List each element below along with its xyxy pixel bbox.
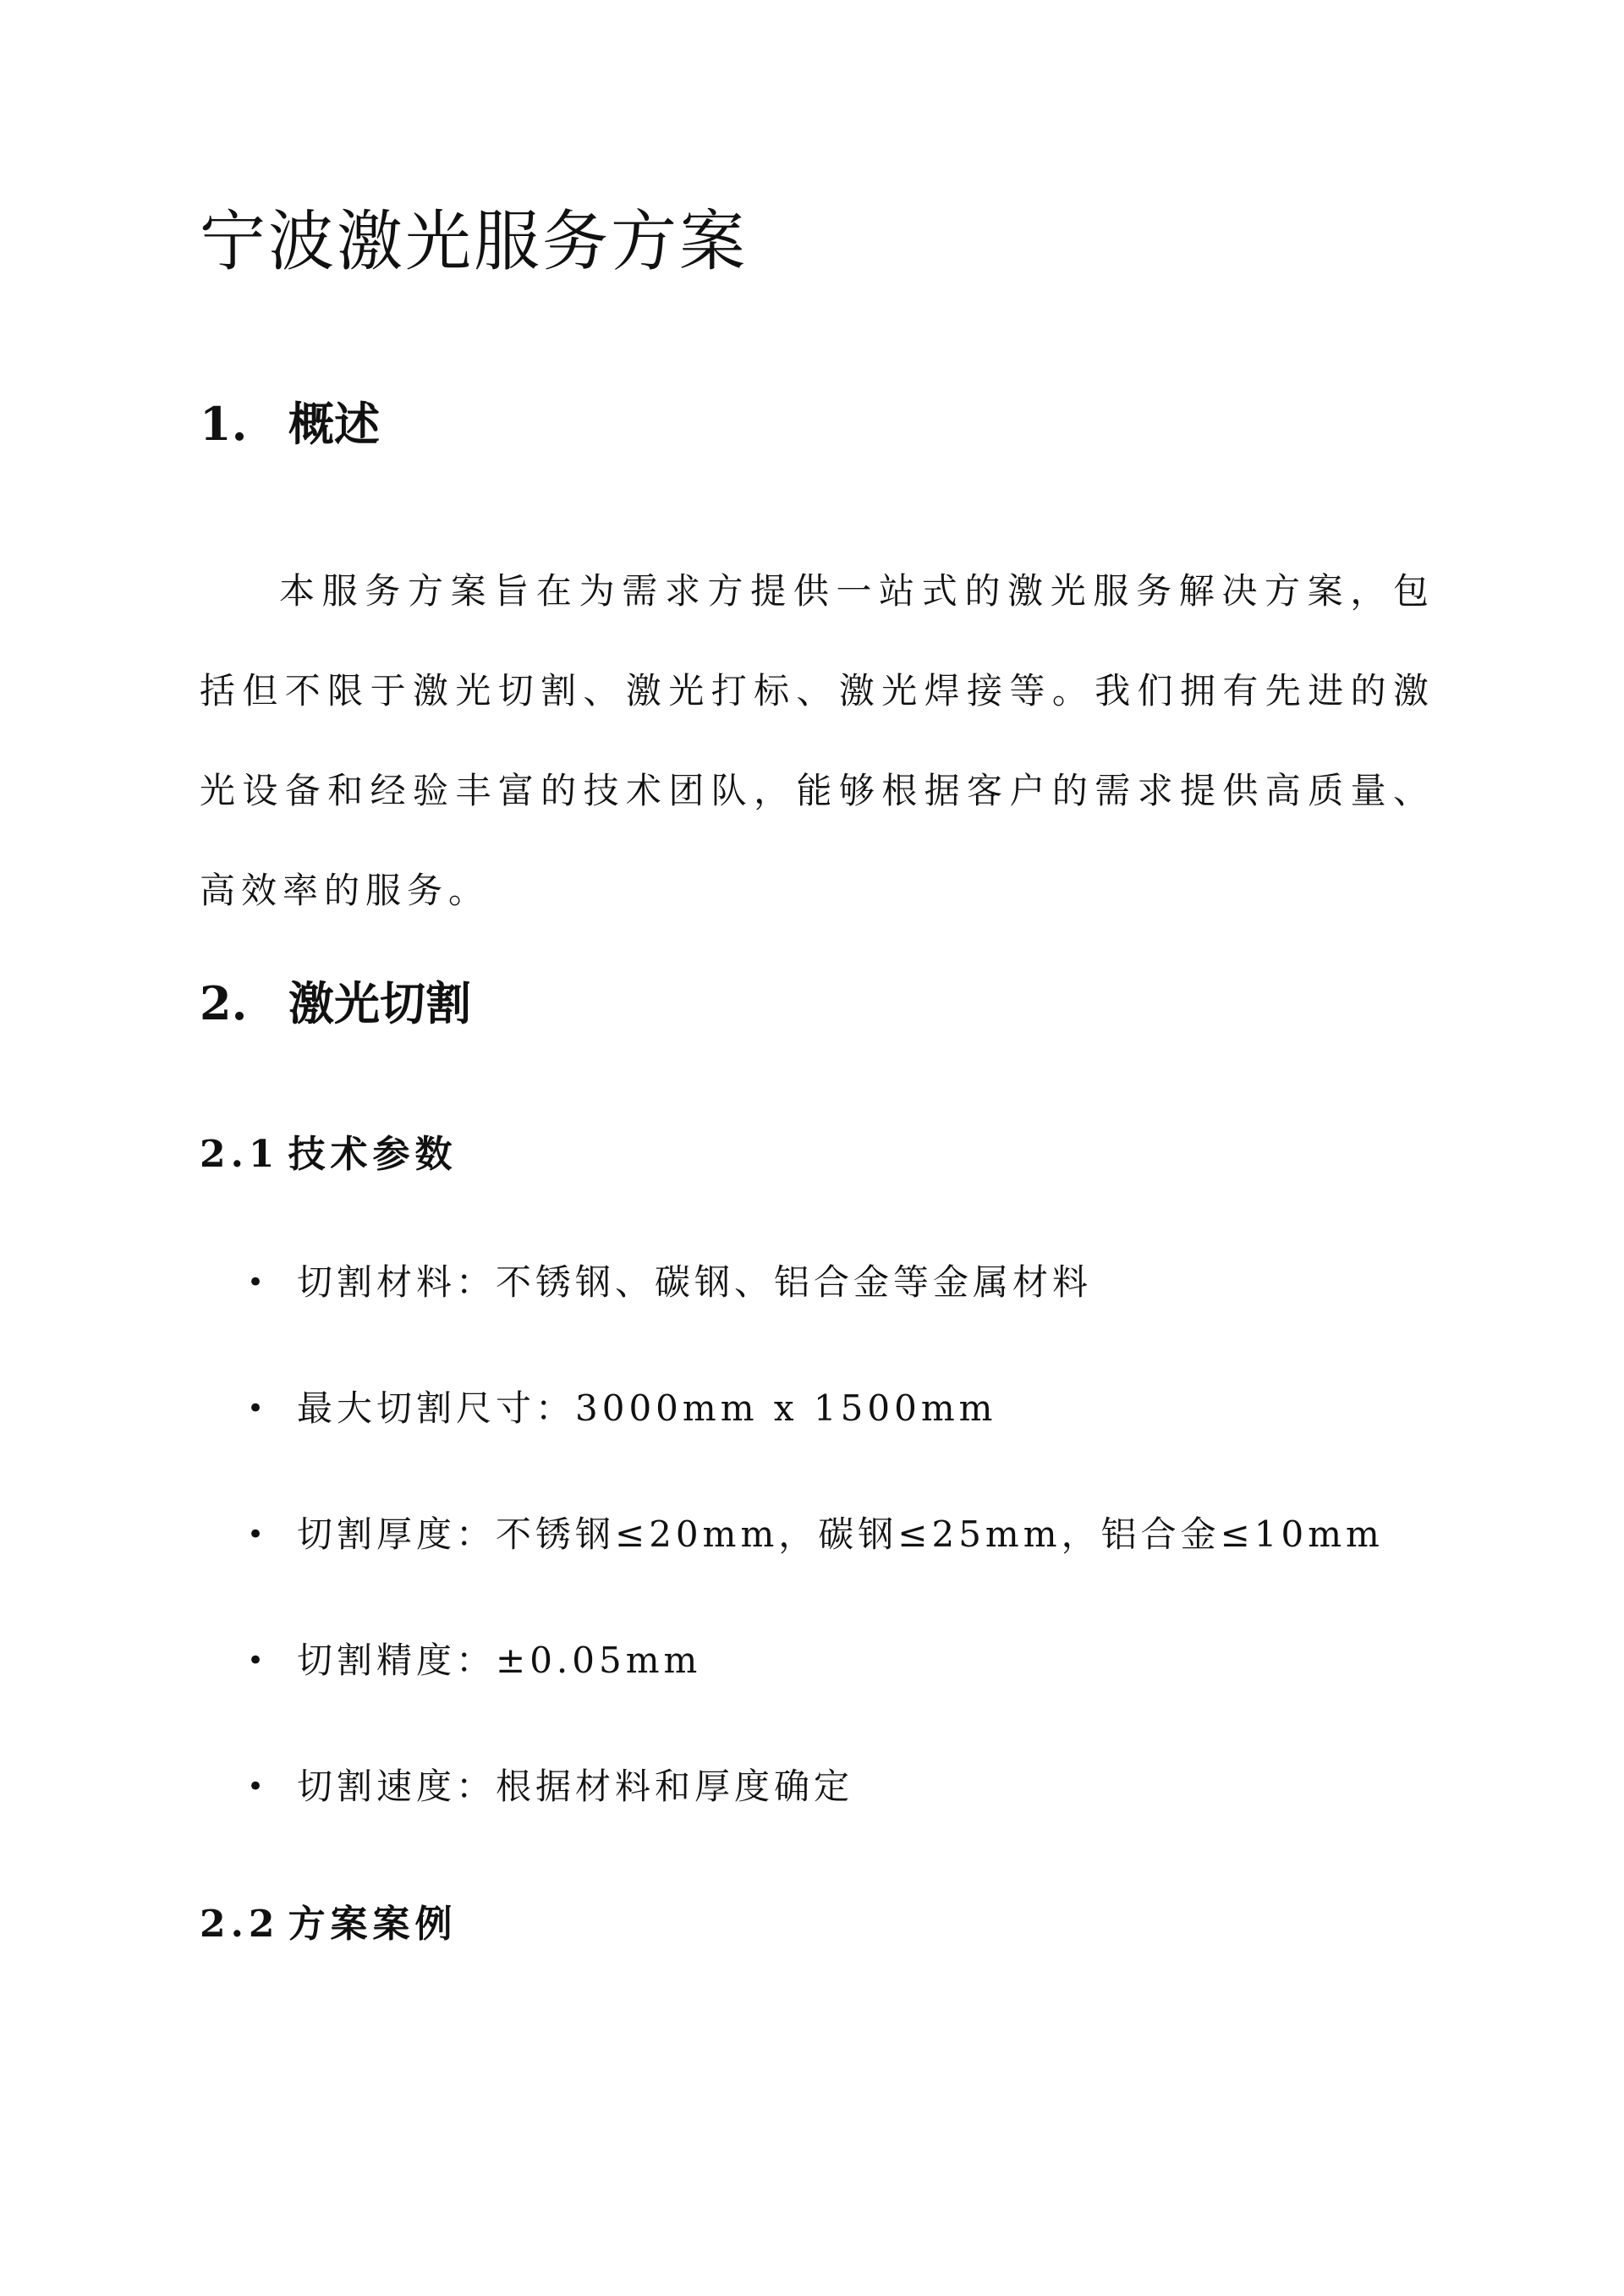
list-item (200, 1257, 1435, 1383)
overview-paragraph: 本服务方案旨在为需求方提供一站式的激光服务解决方案，包括但不限于激光切割、激光打标、激光焊接等。我们拥有先进的激光设备和经验丰富的技术团队，能够根据客户的需求提供高质量、高效率的服务。 (200, 570, 1435, 911)
subsection-2-2-number: 2.2 (200, 1903, 280, 1946)
list-item-text: 切割厚度：不锈钢≤20mm，碳钢≤25mm，铝合金≤10mm (297, 1513, 1384, 1555)
technical-parameters-list (200, 1257, 1435, 1887)
bullet-icon: • (247, 1392, 269, 1425)
subsection-2-1-number: 2.1 (200, 1133, 280, 1176)
bullet-icon: • (247, 1518, 269, 1552)
section-1-number: 1. (200, 397, 248, 451)
list-item-text: 切割材料：不锈钢、碳钢、铝合金等金属材料 (297, 1261, 1093, 1303)
list-item-text: 切割速度：根据材料和厚度确定 (297, 1766, 854, 1807)
bullet-icon: • (247, 1770, 269, 1804)
subsection-2-1-heading (200, 1129, 458, 1180)
section-2-heading (200, 974, 471, 1033)
section-1-heading (200, 394, 380, 453)
document-title: 宁波激光服务方案 (200, 204, 749, 280)
subsection-2-2-title: 方案案例 (288, 1903, 458, 1946)
list-item (200, 1761, 1435, 1887)
list-item (200, 1509, 1435, 1635)
list-item-text: 切割精度：±0.05mm (297, 1640, 702, 1681)
list-item-text: 最大切割尺寸：3000mm x 1500mm (297, 1387, 997, 1429)
list-item (200, 1383, 1435, 1509)
section-2-number: 2. (200, 976, 248, 1030)
bullet-icon: • (247, 1266, 269, 1299)
section-2-title: 激光切割 (288, 976, 471, 1030)
section-1-title: 概述 (288, 397, 380, 451)
list-item (200, 1635, 1435, 1761)
subsection-2-2-heading (200, 1899, 458, 1950)
bullet-icon: • (247, 1644, 269, 1678)
subsection-2-1-title: 技术参数 (288, 1133, 458, 1176)
